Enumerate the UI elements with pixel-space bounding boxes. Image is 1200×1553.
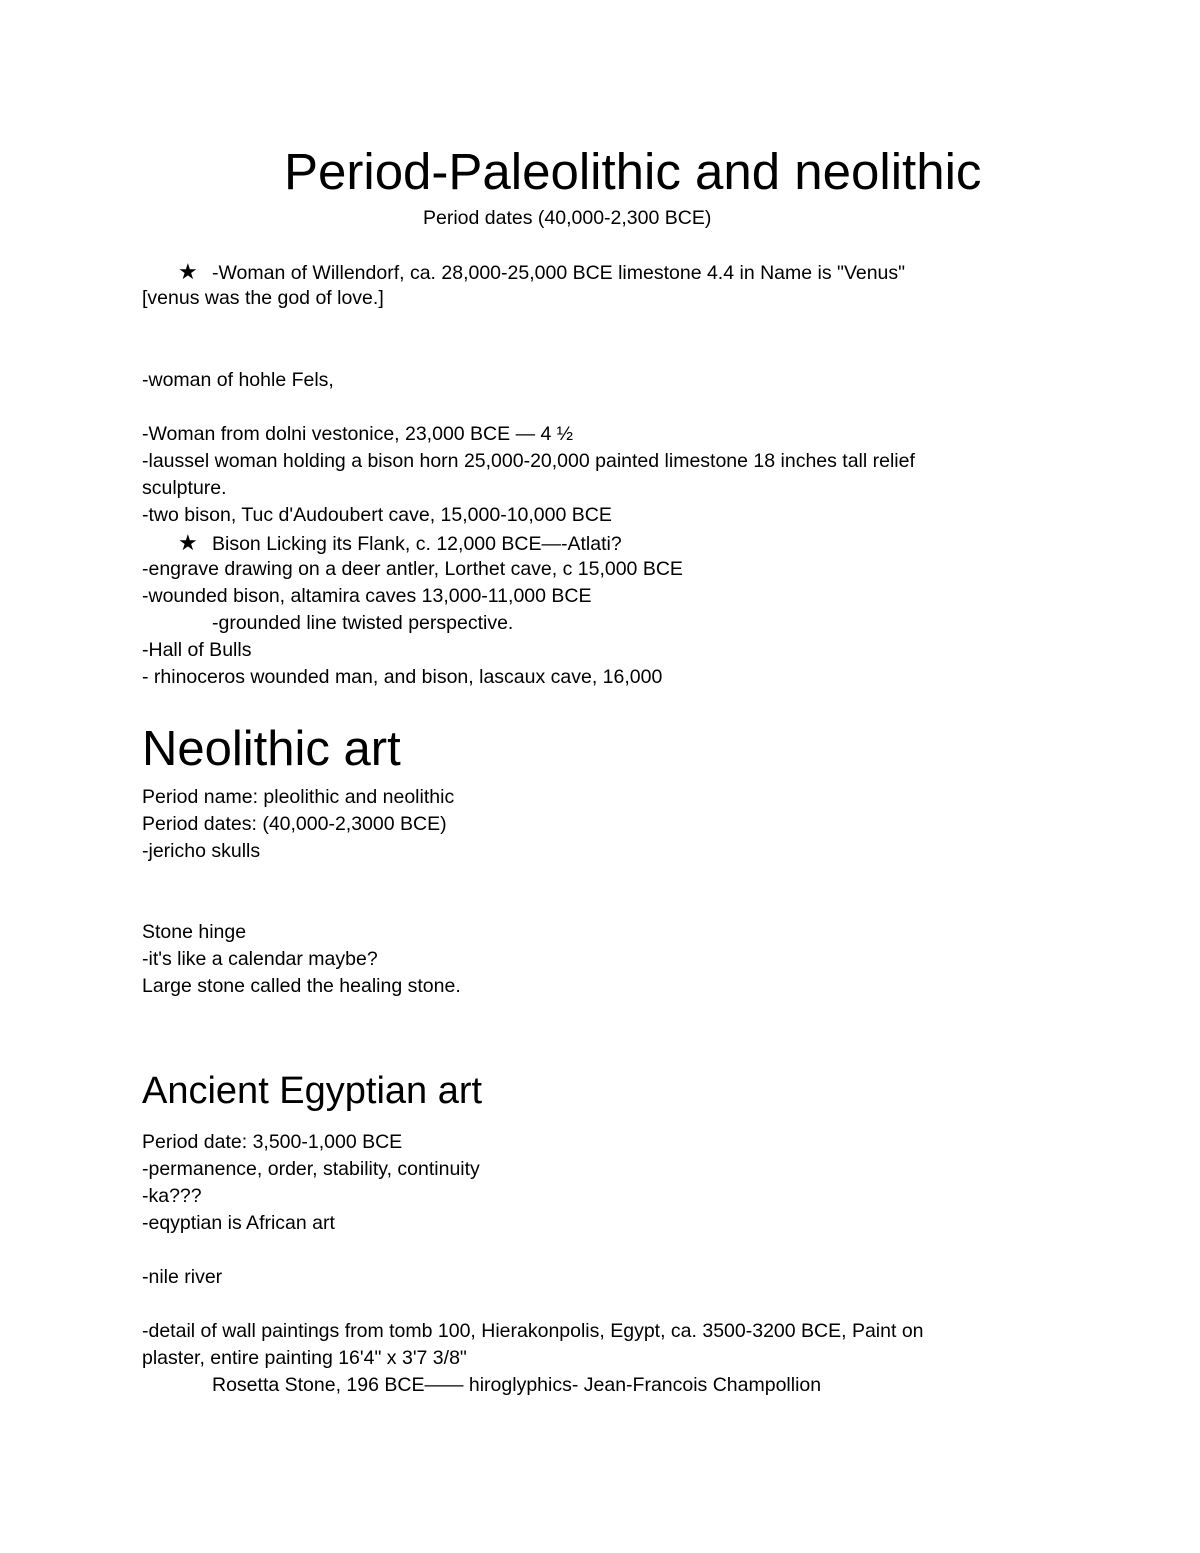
list-item: -detail of wall paintings from tomb 100, Hierakonpolis, Egypt, ca. 3500-3200 BCE, Paint on: [142, 1320, 924, 1342]
list-item: -ka???: [142, 1185, 202, 1207]
list-item: Stone hinge: [142, 921, 247, 943]
star-icon: ★: [178, 530, 198, 555]
list-item-text: -Woman of Willendorf, ca. 28,000-25,000 BCE limestone 4.4 in Name is "Venus": [212, 262, 906, 284]
list-item-continuation: [venus was the god of love.]: [142, 287, 384, 309]
list-item-star-1: [178, 258, 905, 287]
section-heading-neolithic: Neolithic art: [142, 722, 401, 776]
list-item: -it's like a calendar maybe?: [142, 948, 378, 970]
list-item: -two bison, Tuc d'Audoubert cave, 15,000-10,000 BCE: [142, 504, 612, 526]
list-item: Large stone called the healing stone.: [142, 975, 461, 997]
list-item: -engrave drawing on a deer antler, Lorthet cave, c 15,000 BCE: [142, 558, 683, 580]
list-item-continuation: plaster, entire painting 16'4" x 3'7 3/8": [142, 1347, 467, 1369]
document-title: Period-Paleolithic and neolithic: [284, 143, 982, 200]
list-item-indented: Rosetta Stone, 196 BCE—— hiroglyphics- Jean-Francois Champollion: [212, 1374, 822, 1396]
list-item: -permanence, order, stability, continuity: [142, 1158, 480, 1180]
list-item-text: Bison Licking its Flank, c. 12,000 BCE—-Atlati?: [212, 533, 622, 555]
list-item-star-2: [178, 529, 622, 558]
list-item: Period date: 3,500-1,000 BCE: [142, 1131, 403, 1153]
list-item: -Hall of Bulls: [142, 639, 252, 661]
list-item: -jericho skulls: [142, 840, 261, 862]
list-item: Period dates: (40,000-2,3000 BCE): [142, 813, 447, 835]
star-icon: ★: [178, 259, 198, 284]
list-item: -nile river: [142, 1266, 223, 1288]
list-item: - rhinoceros wounded man, and bison, lascaux cave, 16,000: [142, 666, 663, 688]
list-item-continuation: sculpture.: [142, 477, 227, 499]
list-item-indented: -grounded line twisted perspective.: [212, 612, 514, 634]
list-item: -wounded bison, altamira caves 13,000-11,000 BCE: [142, 585, 592, 607]
list-item: -woman of hohle Fels,: [142, 369, 334, 391]
period-dates-subtitle: Period dates (40,000-2,300 BCE): [423, 207, 712, 229]
list-item: -eqyptian is African art: [142, 1212, 335, 1234]
list-item: -laussel woman holding a bison horn 25,000-20,000 painted limestone 18 inches tall relief: [142, 450, 915, 472]
list-item: -Woman from dolni vestonice, 23,000 BCE — 4 ½: [142, 423, 574, 445]
section-heading-egyptian: Ancient Egyptian art: [142, 1070, 483, 1112]
list-item: Period name: pleolithic and neolithic: [142, 786, 455, 808]
